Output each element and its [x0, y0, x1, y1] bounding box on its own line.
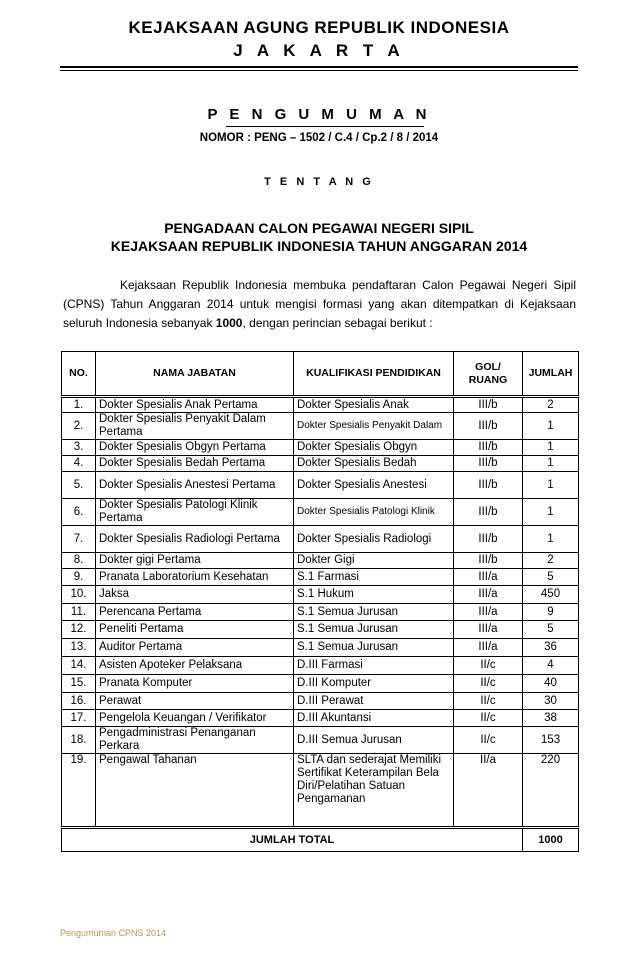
cell-jumlah: 4 [523, 657, 579, 675]
table-row [62, 754, 579, 828]
header-rule-thick [60, 66, 578, 68]
title-underline [226, 126, 424, 127]
cell-kualifikasi: S.1 Farmasi [294, 569, 454, 586]
cell-nama-jabatan: Pengadministrasi Penanganan Perkara [96, 727, 294, 754]
cell-nama-jabatan: Pengelola Keuangan / Verifikator [96, 710, 294, 727]
cell-gol-ruang: III/b [454, 472, 523, 499]
cell-gol-ruang: III/b [454, 499, 523, 526]
cell-no: 7. [62, 526, 96, 553]
announcement-title: P E N G U M U M A N [207, 106, 431, 123]
org-city: J A K A R T A [233, 41, 405, 60]
cell-kualifikasi: S.1 Hukum [294, 586, 454, 604]
cell-kualifikasi: Dokter Spesialis Radiologi [294, 526, 454, 553]
cell-no: 4. [62, 456, 96, 472]
cell-jumlah: 5 [523, 621, 579, 639]
cell-kualifikasi: Dokter Spesialis Bedah [294, 456, 454, 472]
cell-kualifikasi: D.III Komputer [294, 675, 454, 693]
cell-jumlah: 1 [523, 456, 579, 472]
cell-gol-ruang: II/c [454, 657, 523, 675]
cell-gol-ruang: II/c [454, 727, 523, 754]
cell-jumlah: 1 [523, 472, 579, 499]
table-row [62, 397, 579, 413]
header-rule-thin [60, 70, 578, 71]
cell-gol-ruang: II/c [454, 710, 523, 727]
tentang-label: T E N T A N G [264, 176, 374, 188]
table-row [62, 472, 579, 499]
cell-nama-jabatan: Dokter Spesialis Penyakit Dalam Pertama [96, 413, 294, 440]
table-row [62, 456, 579, 472]
cell-no: 5. [62, 472, 96, 499]
cell-no: 8. [62, 553, 96, 569]
cell-gol-ruang: II/c [454, 693, 523, 710]
cell-kualifikasi: Dokter Spesialis Anestesi [294, 472, 454, 499]
cell-jumlah: 1 [523, 413, 579, 440]
cell-jumlah: 5 [523, 569, 579, 586]
cell-kualifikasi: Dokter Spesialis Obgyn [294, 440, 454, 456]
cell-nama-jabatan: Dokter gigi Pertama [96, 553, 294, 569]
table-row [62, 693, 579, 710]
total-value: 1000 [523, 828, 579, 852]
cell-gol-ruang: III/b [454, 553, 523, 569]
footer-note: Pengumuman CPNS 2014 [60, 928, 167, 938]
cell-no: 14. [62, 657, 96, 675]
cell-jumlah: 1 [523, 440, 579, 456]
table-row [62, 710, 579, 727]
table-row [62, 675, 579, 693]
cell-no: 6. [62, 499, 96, 526]
header-kualifikasi: KUALIFIKASI PENDIDIKAN [294, 352, 454, 397]
cell-no: 10. [62, 586, 96, 604]
org-name: KEJAKSAAN AGUNG REPUBLIK INDONESIA [128, 18, 510, 37]
table-row [62, 569, 579, 586]
table-row [62, 526, 579, 553]
cell-jumlah: 450 [523, 586, 579, 604]
cell-no: 1. [62, 397, 96, 413]
cell-gol-ruang: III/b [454, 456, 523, 472]
table-row [62, 586, 579, 604]
cell-jumlah: 2 [523, 397, 579, 413]
cell-nama-jabatan: Auditor Pertama [96, 639, 294, 657]
intro-text-after: , dengan perincian sebagai berikut : [242, 316, 433, 330]
table-row [62, 657, 579, 675]
table-header-row [62, 352, 579, 397]
header-no: NO. [62, 352, 96, 397]
cell-jumlah: 1 [523, 499, 579, 526]
table-row [62, 604, 579, 621]
table-row [62, 499, 579, 526]
cell-kualifikasi: Dokter Gigi [294, 553, 454, 569]
table-row [62, 727, 579, 754]
table-row [62, 639, 579, 657]
cell-nama-jabatan: Pengawal Tahanan [96, 754, 294, 828]
intro-paragraph [63, 276, 576, 333]
cell-jumlah: 40 [523, 675, 579, 693]
cell-jumlah: 153 [523, 727, 579, 754]
cell-kualifikasi: D.III Semua Jurusan [294, 727, 454, 754]
cell-kualifikasi: S.1 Semua Jurusan [294, 604, 454, 621]
header-gol-ruang: GOL/ RUANG [454, 352, 523, 397]
cell-nama-jabatan: Dokter Spesialis Anestesi Pertama [96, 472, 294, 499]
cell-gol-ruang: II/c [454, 675, 523, 693]
cell-no: 15. [62, 675, 96, 693]
cell-nama-jabatan: Dokter Spesialis Bedah Pertama [96, 456, 294, 472]
cell-nama-jabatan: Dokter Spesialis Anak Pertama [96, 397, 294, 413]
header-nama-jabatan: NAMA JABATAN [96, 352, 294, 397]
cell-nama-jabatan: Jaksa [96, 586, 294, 604]
cell-jumlah: 36 [523, 639, 579, 657]
cell-no: 18. [62, 727, 96, 754]
cell-no: 19. [62, 754, 96, 828]
cell-jumlah: 220 [523, 754, 579, 828]
cell-nama-jabatan: Peneliti Pertama [96, 621, 294, 639]
cell-kualifikasi: S.1 Semua Jurusan [294, 639, 454, 657]
cell-kualifikasi: S.1 Semua Jurusan [294, 621, 454, 639]
announcement-number: NOMOR : PENG – 1502 / C.4 / Cp.2 / 8 / 2014 [199, 132, 439, 144]
cell-no: 13. [62, 639, 96, 657]
cell-gol-ruang: III/a [454, 586, 523, 604]
cell-gol-ruang: III/b [454, 397, 523, 413]
formation-table [61, 351, 579, 852]
cell-no: 9. [62, 569, 96, 586]
cell-gol-ruang: III/b [454, 526, 523, 553]
cell-kualifikasi: D.III Farmasi [294, 657, 454, 675]
cell-jumlah: 30 [523, 693, 579, 710]
table-row [62, 440, 579, 456]
cell-no: 2. [62, 413, 96, 440]
cell-kualifikasi: D.III Akuntansi [294, 710, 454, 727]
intro-total: 1000 [215, 316, 243, 330]
cell-kualifikasi: Dokter Spesialis Patologi Klinik [294, 499, 454, 526]
cell-nama-jabatan: Dokter Spesialis Patologi Klinik Pertama [96, 499, 294, 526]
cell-no: 16. [62, 693, 96, 710]
cell-nama-jabatan: Perencana Pertama [96, 604, 294, 621]
cell-nama-jabatan: Asisten Apoteker Pelaksana [96, 657, 294, 675]
cell-jumlah: 1 [523, 526, 579, 553]
cell-kualifikasi: D.III Perawat [294, 693, 454, 710]
table-row [62, 553, 579, 569]
cell-no: 3. [62, 440, 96, 456]
cell-nama-jabatan: Dokter Spesialis Radiologi Pertama [96, 526, 294, 553]
cell-gol-ruang: II/a [454, 754, 523, 828]
cell-gol-ruang: III/a [454, 569, 523, 586]
table-row [62, 413, 579, 440]
header-jumlah: JUMLAH [523, 352, 579, 397]
cell-kualifikasi: Dokter Spesialis Penyakit Dalam [294, 413, 454, 440]
cell-gol-ruang: III/b [454, 440, 523, 456]
cell-gol-ruang: III/a [454, 604, 523, 621]
table-row [62, 621, 579, 639]
total-label: JUMLAH TOTAL [62, 828, 523, 852]
cell-jumlah: 9 [523, 604, 579, 621]
cell-gol-ruang: III/b [454, 413, 523, 440]
subject-line-2: KEJAKSAAN REPUBLIK INDONESIA TAHUN ANGGARAN 2014 [110, 238, 528, 254]
cell-no: 17. [62, 710, 96, 727]
cell-gol-ruang: III/a [454, 621, 523, 639]
cell-kualifikasi: SLTA dan sederajat Memiliki Sertifikat Keterampilan Bela Diri/Pelatihan Satuan Pengamanan [294, 754, 454, 828]
cell-jumlah: 38 [523, 710, 579, 727]
cell-no: 11. [62, 604, 96, 621]
cell-jumlah: 2 [523, 553, 579, 569]
cell-nama-jabatan: Pranata Komputer [96, 675, 294, 693]
cell-kualifikasi: Dokter Spesialis Anak [294, 397, 454, 413]
subject-line-1: PENGADAAN CALON PEGAWAI NEGERI SIPIL [164, 220, 474, 236]
cell-no: 12. [62, 621, 96, 639]
cell-gol-ruang: III/a [454, 639, 523, 657]
intro-text-before: Kejaksaan Republik Indonesia membuka pendaftaran Calon Pegawai Negeri Sipil (CPNS) Tahun Anggaran 2014 untuk mengisi formasi yang akan ditempatkan di Kejaksaan seluruh Indonesia sebanyak [63, 278, 576, 330]
table-total-row [62, 828, 579, 852]
cell-nama-jabatan: Dokter Spesialis Obgyn Pertama [96, 440, 294, 456]
cell-nama-jabatan: Perawat [96, 693, 294, 710]
cell-nama-jabatan: Pranata Laboratorium Kesehatan [96, 569, 294, 586]
